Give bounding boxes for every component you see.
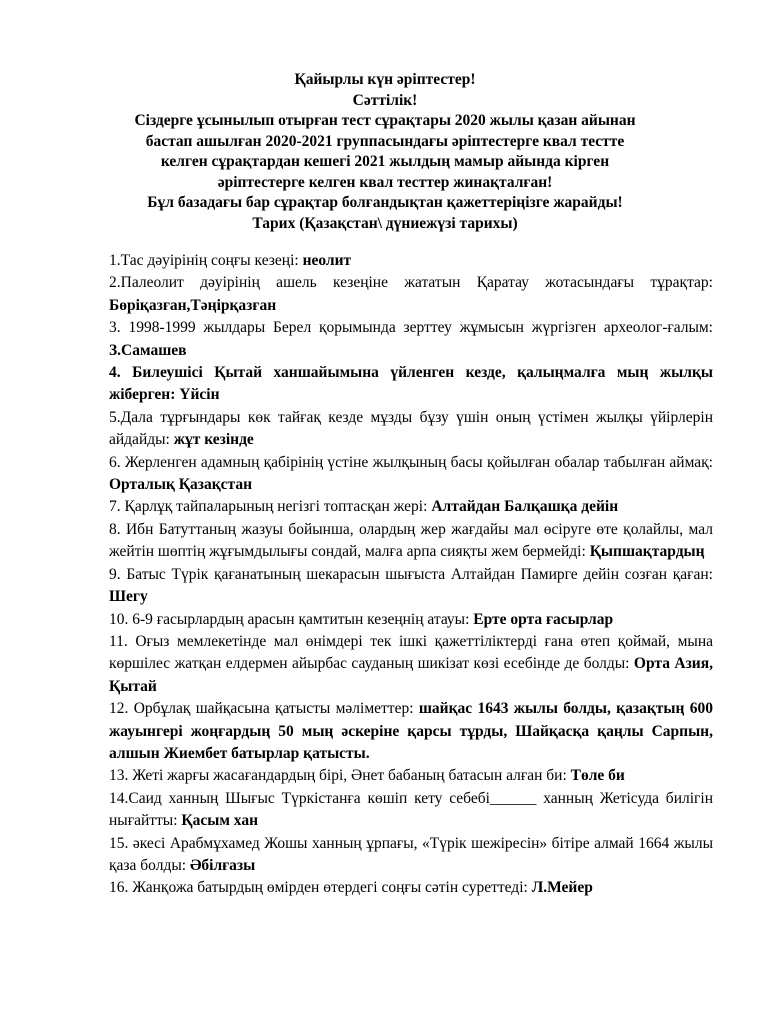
question-item	[109, 452, 713, 497]
question-text: 3. 1998-1999 жылдары Берел қорымында зерттеу жұмысын жүргізген археолог-ғалым:	[109, 319, 713, 337]
question-text: 8. Ибн Батуттаның жазуы бойынша, олардың жер жағдайы мал өсіруге өте қолайлы, мал жейтін шөптің жұғымдылығы сондай, малға арпа сияқты жем бермейді:	[109, 520, 713, 561]
answer-text: жұт кезінде	[173, 431, 254, 449]
intro-line-2: бастап ашылған 2020-2021 группасындағы әріптестерге квал тестте	[145, 132, 625, 150]
question-text: 10. 6-9 ғасырлардың арасын қамтитын кезеңнің атауы:	[109, 610, 474, 628]
answer-text: Орта Азия, Қытай	[109, 655, 713, 695]
answer-text: Ерте орта ғасырлар	[473, 610, 614, 628]
question-text: 2.Палеолит дәуірінің ашель кезеңіне жататын Қаратау жотасындағы тұрақтар:	[109, 274, 713, 292]
question-item	[109, 564, 713, 609]
question-text: 1.Тас дәуірінің соңғы кезеңі:	[109, 252, 303, 269]
answer-text: шайқас 1643 жылы болды, қазақтың 600 жауынгері жоңғардың 50 мың әскеріне қарсы тұрды, Шайқасқа қаңлы Сарпын, алшын Жиембет батырлар қатысты.	[109, 700, 713, 762]
question-text: 5.Дала тұрғындары көк тайғақ кезде мұзды бұзу үшін оның үстімен жылқы үйірлерін айдайды:	[109, 408, 713, 449]
answer-text: Шегу	[109, 588, 148, 606]
question-text: 9. Батыс Түрік қағанатының шекарасын шығыста Алтайдан Памирге дейін созған қаған:	[109, 565, 713, 583]
intro-line-4: әріптестерге келген квал тесттер жинақталған!	[217, 173, 553, 191]
question-item	[109, 877, 713, 899]
question-text: 14.Саид ханның Шығыс Түркістанға көшіп кету себебі______ ханның Жетісуда билігін нығайтты:	[109, 789, 713, 830]
answer-text: Төле би	[570, 767, 625, 785]
question-item	[109, 407, 713, 452]
answer-text: Әбілғазы	[189, 856, 256, 874]
answer-text: Қасым хан	[181, 812, 259, 830]
question-item	[109, 362, 713, 407]
question-item	[109, 250, 713, 272]
answer-text: Бөріқазған,Тәңірқазған	[109, 296, 277, 314]
question-text: 13. Жеті жарғы жасағандардың бірі, Әнет бабаның батасын алған би:	[109, 767, 571, 785]
answer-text: Алтайдан Балқашқа дейін	[431, 498, 619, 516]
greeting-line: Қайырлы күн әріптестер!	[294, 71, 476, 88]
question-item	[109, 519, 713, 564]
intro-line-3: келген сұрақтардан кешегі 2021 жылдың мамыр айында кірген	[160, 153, 610, 170]
question-text: 11. Оғыз мемлекетінде мал өнімдері тек ішкі қажеттіліктерді ғана өтеп қоймай, мына көршілес жатқан елдермен айырбас сауданың шикізат көзі есебінде де болды:	[109, 632, 713, 673]
question-item	[109, 272, 713, 317]
question-item	[109, 631, 713, 698]
answer-text: Қыпшақтардың	[589, 543, 705, 561]
document-header	[60, 70, 710, 234]
answer-text: Орталық Қазақстан	[109, 476, 253, 494]
question-item	[109, 833, 713, 878]
question-text: 12. Орбұлақ шайқасына қатысты мәліметтер:	[109, 700, 419, 718]
answer-text: 4. Билеушісі Қытай ханшайымына үйленген кезде, қалыңмалға мың жылқы жіберген: Үйсін	[109, 364, 713, 404]
question-item	[109, 788, 713, 833]
question-text: 6. Жерленген адамның қабірінің үстіне жылқының басы қойылған обалар табылған аймақ:	[109, 453, 713, 471]
question-item	[109, 698, 713, 765]
answer-text: З.Самашев	[109, 341, 187, 359]
question-list	[109, 250, 713, 900]
question-item	[109, 496, 713, 518]
question-text: 15. әкесі Арабмұхамед Жошы ханның ұрпағы, «Түрік шежіресін» бітіре алмай 1664 жылы қаза болды:	[109, 834, 713, 874]
intro-line-1: Сіздерге ұсынылып отырған тест сұрақтары 2020 жылы қазан айынан	[134, 112, 636, 129]
question-item	[109, 609, 713, 631]
question-item	[109, 317, 713, 362]
good-luck-line: Сәттілік!	[352, 91, 418, 109]
answer-text: Л.Мейер	[531, 879, 593, 897]
question-item	[109, 765, 713, 787]
answer-text: неолит	[302, 252, 352, 269]
question-text: 7. Қарлұқ тайпаларының негізгі топтасқан жері:	[109, 498, 432, 516]
intro-line-5: Бұл базадағы бар сұрақтар болғандықтан қажеттеріңізге жарайды!	[147, 194, 623, 211]
question-text: 16. Жанқожа батырдың өмірден өтердегі соңғы сәтін суреттеді:	[109, 879, 532, 897]
subject-title: Тарих (Қазақстан\ дүниежүзі тарихы)	[252, 214, 518, 232]
